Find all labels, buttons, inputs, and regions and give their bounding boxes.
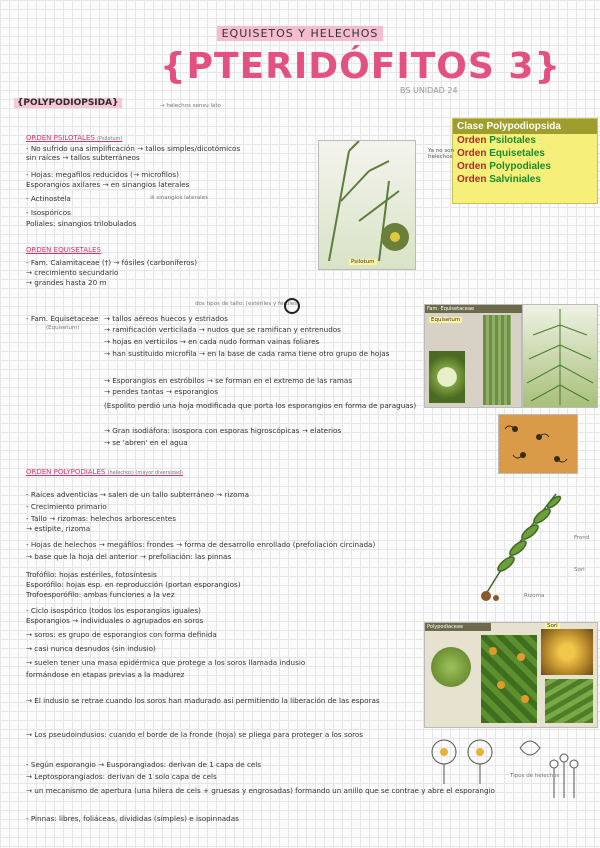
polypodiales-line: - Crecimiento primario [26,502,107,511]
fern-types-label: Tipos de helechos [510,773,560,779]
spores-sketch [499,415,577,473]
frond-label: Frond [574,535,590,541]
class-side-note: Ya no son helechos [428,148,455,160]
sporangia-closeup [541,629,593,675]
equisetum-plant-photo [522,304,598,408]
polypodiales-line: - Según esporangio → Eusporangiados: derivan de 1 capa de cels [26,760,262,769]
equisetaceae-line: → ramificación verticilada → nudos que se ramifican y entrenudos [104,325,341,334]
polypodiales-line: → Leptosporangiados: derivan de 1 solo capa de cels [26,772,217,781]
equisetum-cross-section [429,351,465,403]
psilotum-photo [318,140,416,270]
equisetaceae-photo-panel [424,304,522,408]
sori-photo-label: Sori [547,623,558,629]
unit-label: BS UNIDAD 24 [400,86,458,95]
class-box-heading: Clase Polypodiopsida [453,119,597,134]
polypodiales-line: - Tallo → rizomas: helechos arborescentes [26,514,176,523]
equisetum-stem [483,315,511,405]
equisetales-line: → crecimiento secundario [26,268,119,277]
class-box [452,118,598,204]
psilotales-line: - Hojas: megafilos reducidos (→ microfilos) [26,170,179,179]
polypodiaceae-photo-panel [424,622,598,728]
polypodiales-line: Esporangios → individuales o agrupados en soros [26,616,204,625]
polypodiales-line: - Ciclo isospórico (todos los esporangios iguales) [26,606,201,615]
equisetaceae-line: → Esporangios en estróbilos → se forman en el extremo de las ramas [104,376,353,385]
polypodiales-line: - Raíces adventicias → salen de un tallo subterráneo → rizoma [26,490,249,499]
polypodiales-line: Trofófilo: hojas estériles, fotosíntesis [26,570,157,579]
polypodiales-line: → estípite, rizoma [26,524,91,533]
psilotales-line: - No sufrido una simplificación → tallos simples/dicotómicos [26,144,241,153]
polypodiales-line: Esporófilo: hojas esp. en reproducción (portan esporangios) [26,580,241,589]
psilotum-sketch [319,141,415,269]
sori-label: Sori [574,567,585,573]
psilotum-label: Psilotum [351,259,375,265]
equisetaceae-line: → pendes tantas → esporangios [104,387,218,396]
polypodiales-line: → El indusio se retrae cuando los soros han madurado así permitiendo la liberación de las esporas [26,696,380,705]
equisetales-line: - Fam. Calamitaceae (†) → fósiles (carboníferos) [26,258,198,267]
psilotales-line: Esporangios axilares → en sinangios laterales [26,180,190,189]
polypodiales-line: - Hojas de helechos → megáfilos: frondes → forma de desarrollo enrollado (prefoliación circinada) [26,540,376,549]
sporangium-sketches [424,728,596,812]
fern-leaf-photo [545,679,593,723]
equisetaceae-line: → se 'abren' en el agua [104,438,188,447]
polypodiales-line: - Pinnas: libres, foliáceas, divididas (simples) e isopinnadas [26,814,239,823]
equisetaceae-title: - Fam. Equisetaceae [26,314,99,323]
frond-underside-photo [481,635,537,723]
sori-dots [481,635,537,723]
equisetaceae-photo-heading: Fam. Equisetaceae [425,305,523,313]
polypodiales-line: Trofoesporófilo: ambas funciones a la vez [26,590,175,599]
section-title: {POLYPODIOPSIDA} [14,98,122,108]
psilotales-line: - Actinostela [26,194,71,203]
equisetales-line: → grandes hasta 20 m [26,278,107,287]
order-equisetales-title: ORDEN EQUISETALES [26,246,101,254]
order-psilotales-title: ORDEN PSILOTALES (Psilotum) [26,134,123,142]
psilotales-line: Poliales: sinangios trilobulados [26,219,137,228]
equisetaceae-top-note: dos tipos de tallo: (estériles y fértiles) [195,301,300,307]
equisetaceae-line: → Gran isodiáfora: isospora con esporas higroscópicas → elaterios [104,426,342,435]
polypodiales-line: → un mecanismo de apertura (una hilera de cels + gruesas y engrosadas) formando un anillo que se contrae y abre el esporangio [26,786,495,795]
order-polypodiales-title: ORDEN POLYPODIALES (helechos) (mayor diversidad) [26,468,183,476]
class-row: Orden Polypodiales [457,161,551,172]
equisetaceae-line: → han sustituido microfila → en la base de cada rama tiene otro grupo de hojas [104,349,390,358]
equisetaceae-line: → hojas en verticilos → en cada nudo forman vainas foliares [104,337,320,346]
page-title: {PTERIDÓFITOS 3} [160,46,562,87]
class-row: Orden Psilotales [457,135,536,146]
section-note: → helechos sensu lato [160,103,221,109]
class-row: Orden Equisetales [457,148,545,159]
psilotales-star-note: ⊛ sinangios laterales [150,195,208,201]
equisetaceae-title-note: (Equisetum) [46,325,80,331]
rhizome-label: Rizoma [524,593,545,599]
polypodiales-line: → soros: es grupo de esporangios con forma definida [26,630,217,639]
class-row: Orden Salviniales [457,174,541,185]
polypodiales-line: → suelen tener una masa epidérmica que protege a los soros llamada indusio [26,658,306,667]
equisetaceae-line: → tallos aéreos huecos y estriados [104,314,228,323]
polypodiales-line: formándose en etapas previas a la madurez [26,670,185,679]
equisetum-plant-sketch [523,305,597,407]
psilotales-line: sin raíces → tallos subterráneos [26,153,140,162]
polypodiales-line: → Los pseudoindusios: cuando el borde de la fronde (hoja) se pliega para proteger a los soros [26,730,364,739]
header-subtitle: EQUISETOS Y HELECHOS [0,22,600,41]
polypodiales-line: → casi nunca desnudos (sin indusio) [26,644,156,653]
sporangium-sketch [424,728,596,812]
equisetaceae-line: (Espolito perdió una hoja modificada que porta los esporangios en forma de paraguas) [104,401,417,410]
sorus-closeup [431,647,471,687]
psilotales-line: - Isospóricos [26,208,71,217]
equisetum-label: Equisetum [431,317,461,323]
fern-illustration [466,484,594,604]
spores-photo [498,414,578,474]
eye-icon [284,298,300,314]
polypodiaceae-photo-heading: Polypodiaceae [425,623,491,631]
fern-sketch [466,484,594,604]
polypodiales-line: → base que la hoja del anterior → prefoliación: las pinnas [26,552,232,561]
